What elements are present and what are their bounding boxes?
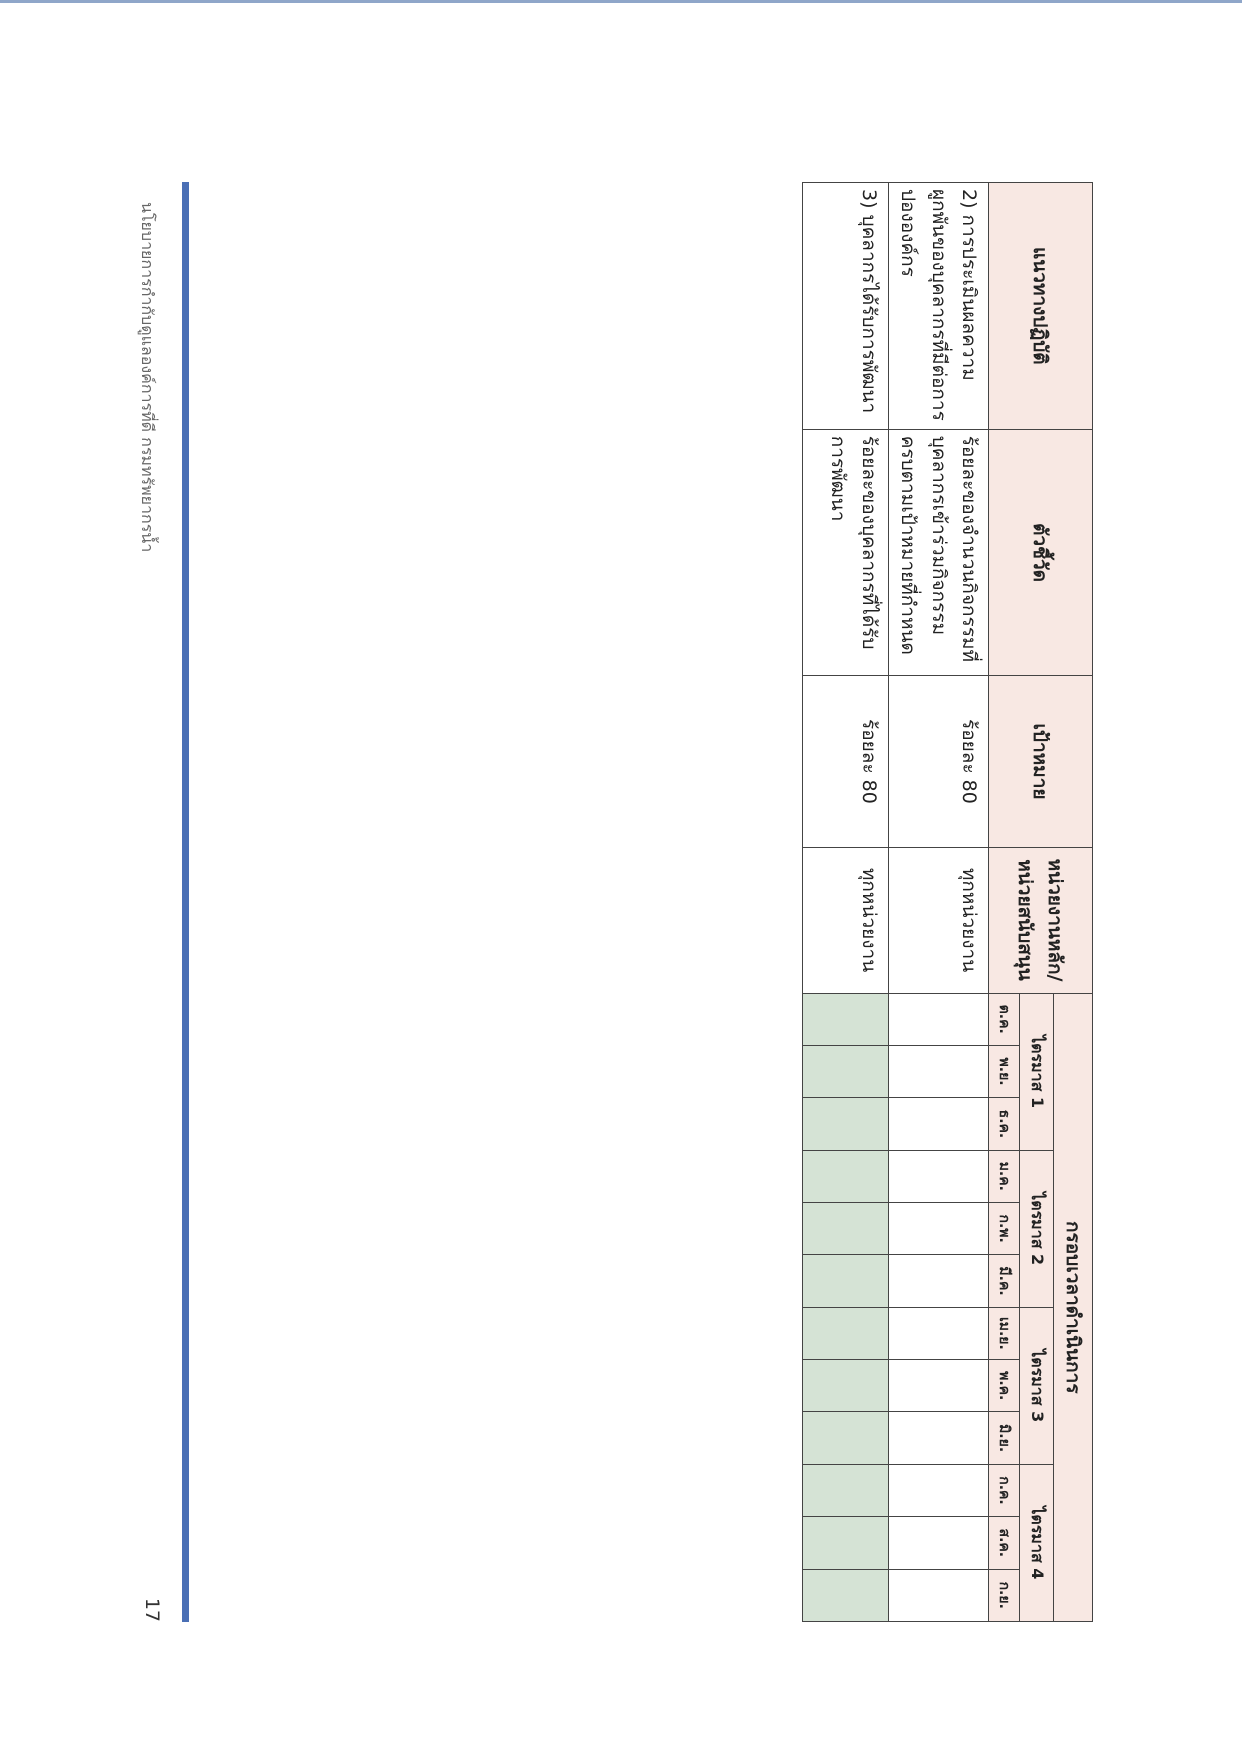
month-cell	[802, 1517, 888, 1569]
header-timeframe: กรอบเวลาดำเนินการ	[1054, 993, 1093, 1621]
row-unit: ทุกหน่วยงาน	[802, 847, 888, 993]
month-cell	[888, 1255, 988, 1307]
month-cell	[888, 1045, 988, 1097]
header-month: ส.ค.	[989, 1517, 1020, 1569]
row-indicator: ร้อยละของบุคลากรที่ได้รับการพัฒนา	[802, 429, 888, 676]
month-cell	[802, 1307, 888, 1359]
row-target: ร้อยละ 80	[888, 676, 988, 847]
header-month: พ.ค.	[989, 1360, 1020, 1412]
page-number: 17	[141, 1597, 163, 1622]
month-cell	[888, 1569, 988, 1622]
row-guideline: 2) การประเมินผลความผูกพันของบุคลากรที่มีต่อการปององค์กร	[888, 183, 988, 430]
header-unit: หน่วยงานหลัก/หน่วยสนับสนุน	[989, 847, 1093, 993]
month-cell	[888, 1412, 988, 1464]
header-month: มี.ค.	[989, 1255, 1020, 1307]
header-guideline: แนวทางปฏิบัติ	[989, 183, 1093, 430]
table-row	[888, 183, 988, 1622]
month-cell	[802, 993, 888, 1045]
header-month: ก.พ.	[989, 1202, 1020, 1254]
month-cell	[802, 1464, 888, 1516]
header-month: พ.ย.	[989, 1045, 1020, 1097]
month-cell	[888, 1307, 988, 1359]
table-row	[802, 183, 888, 1622]
header-quarter-4: ไตรมาส 4	[1020, 1464, 1054, 1621]
row-unit: ทุกหน่วยงาน	[888, 847, 988, 993]
footer-bar	[182, 182, 189, 1622]
month-cell	[888, 1150, 988, 1202]
action-plan-table	[802, 182, 1093, 1622]
month-cell	[888, 1202, 988, 1254]
rotated-page-content	[23, 182, 1093, 1622]
month-cell	[802, 1255, 888, 1307]
month-cell	[802, 1569, 888, 1622]
top-edge-line	[0, 0, 1242, 3]
header-month: ก.ย.	[989, 1569, 1020, 1622]
header-month: ต.ค.	[989, 993, 1020, 1045]
month-cell	[888, 1517, 988, 1569]
month-cell	[802, 1045, 888, 1097]
header-indicator: ตัวชี้วัด	[989, 429, 1093, 676]
month-cell	[802, 1412, 888, 1464]
header-month: เม.ย.	[989, 1307, 1020, 1359]
header-target: เป้าหมาย	[989, 676, 1093, 847]
header-month: ก.ค.	[989, 1464, 1020, 1516]
row-indicator: ร้อยละของจำนวนกิจกรรมที่บุคลากรเข้าร่วมกิจกรรมครบตามเป้าหมายที่กำหนด	[888, 429, 988, 676]
header-quarter-3: ไตรมาส 3	[1020, 1307, 1054, 1464]
row-guideline: 3) บุคลากรได้รับการพัฒนา	[802, 183, 888, 430]
month-cell	[888, 1098, 988, 1150]
month-cell	[888, 1360, 988, 1412]
header-quarter-1: ไตรมาส 1	[1020, 993, 1054, 1150]
month-cell	[888, 1464, 988, 1516]
footer-text: นโยบายการกำกับดูแลองค์การที่ดี กรมทรัพยากรน้ำ	[138, 202, 157, 553]
header-month: ธ.ค.	[989, 1098, 1020, 1150]
header-month: ม.ค.	[989, 1150, 1020, 1202]
month-cell	[888, 993, 988, 1045]
month-cell	[802, 1098, 888, 1150]
header-month: มิ.ย.	[989, 1412, 1020, 1464]
month-cell	[802, 1360, 888, 1412]
header-quarter-2: ไตรมาส 2	[1020, 1150, 1054, 1307]
page-footer	[125, 182, 165, 1622]
month-cell	[802, 1150, 888, 1202]
month-cell	[802, 1202, 888, 1254]
row-target: ร้อยละ 80	[802, 676, 888, 847]
